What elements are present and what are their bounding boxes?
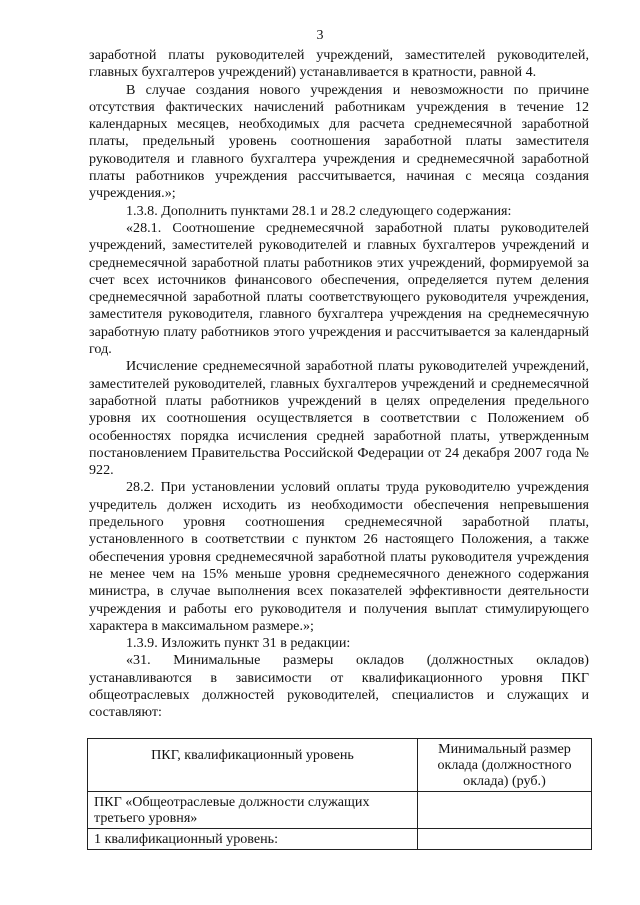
paragraph-item-1-3-9: 1.3.9. Изложить пункт 31 в редакции: — [126, 635, 351, 652]
table-row — [88, 792, 592, 829]
table-cell-level: 1 квалификационный уровень: — [88, 829, 418, 850]
page-number: 3 — [316, 28, 324, 43]
table-header-row — [88, 739, 592, 792]
paragraph-new-institution: В случае создания нового учреждения и невозможности по причине отсутствия фактических начислений работникам учреждения в течение 12 календарных месяцев, необходимых для расчета среднемесячной заработной платы, предельный уровень соотношения заработной платы заместителя руководителя и главного бухгалтера учреждения и среднемесячной заработной платы работников учреждения рассчитывается, начиная с месяца создания учреждения.»; — [89, 81, 589, 202]
paragraph-28-2: 28.2. При установлении условий оплаты труда руководителю учреждения учредитель должен исходить из необходимости обеспечения непревышения предельного уровня соотношения среднемесячной заработной платы, установленного в соответствии с пунктом 26 настоящего Положения, а также обеспечения уровня среднемесячной заработной платы руководителя учреждения не менее чем на 15% меньше уровня среднемесячного денежного содержания министра, в случае выполнения всех показателей эффективности деятельности учреждения и работы его руководителя и получения выплат стимулирующего характера в максимальном размере.»; — [89, 479, 589, 634]
paragraph-continuation: заработной платы руководителей учреждений, заместителей руководителей, главных бухгалтеров учреждений) устанавливается в кратности, равной 4. — [89, 47, 589, 81]
table-cell-salary — [417, 792, 591, 829]
table-cell-salary — [417, 829, 591, 850]
table-cell-group: ПКГ «Общеотраслевые должности служащих третьего уровня» — [88, 792, 418, 829]
paragraph-28-1: «28.1. Соотношение среднемесячной заработной платы руководителей учреждений, заместителей руководителей и главных бухгалтеров учреждений и среднемесячной заработной платы работников этих учреждений, формируемой за счет всех источников финансового обеспечения, определяется путем деления среднемесячной заработной платы соответствующего руководителя учреждения, заместителя руководителя, главного бухгалтера учреждения на среднемесячную заработную плату работников этого учреждения и рассчитывается за календарный год. — [89, 219, 589, 358]
paragraph-31: «31. Минимальные размеры окладов (должностных окладов) устанавливаются в зависимости от квалификационного уровня ПКГ общеотраслевых должностей руководителей, специалистов и служащих и составляют: — [89, 652, 589, 721]
paragraph-calculation: Исчисление среднемесячной заработной платы руководителей учреждений, заместителей руководителей, главных бухгалтеров учреждений и среднемесячной заработной платы работников учреждений в целях определения предельного уровня их соотношения осуществляется в соответствии с Положением об особенностях порядка исчисления средней заработной платы, утвержденным постановлением Правительства Российской Федерации от 24 декабря 2007 года № 922. — [89, 358, 589, 479]
header-minimum-salary: Минимальный размер оклада (должностного оклада) (руб.) — [417, 739, 591, 792]
salary-table — [87, 738, 592, 850]
header-qualification-level: ПКГ, квалификационный уровень — [88, 739, 418, 792]
table-row — [88, 829, 592, 850]
paragraph-item-1-3-8: 1.3.8. Дополнить пунктами 28.1 и 28.2 следующего содержания: — [126, 202, 512, 219]
document-body — [89, 47, 589, 722]
